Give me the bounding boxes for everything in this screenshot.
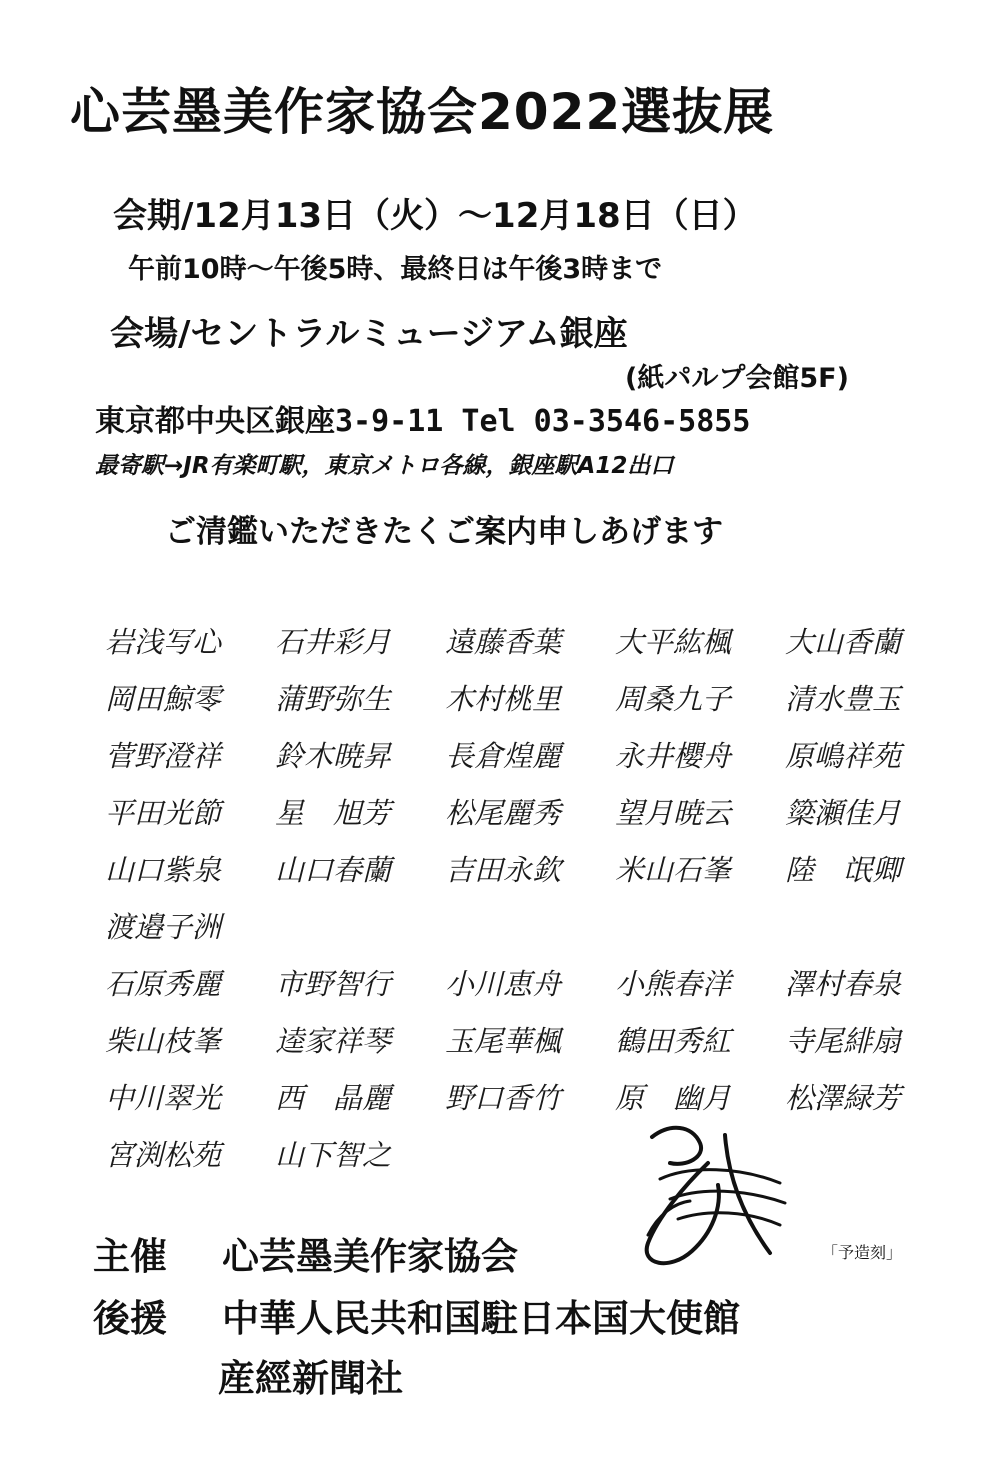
calligraphy-seal-icon xyxy=(630,1115,790,1275)
artist-name: 鶴田秀紅 xyxy=(615,1024,732,1058)
organizer-value: 心芸墨美作家協会 xyxy=(222,1235,518,1278)
artist-row xyxy=(105,1125,965,1182)
artist-name: 石原秀麗 xyxy=(105,967,222,1001)
artist-name: 山下智之 xyxy=(275,1138,392,1172)
artist-name: 渡邉子洲 xyxy=(105,910,222,944)
artist-name: 周桑九子 xyxy=(615,682,732,716)
invitation-text: ご清鑑いただきたくご案内申しあげます xyxy=(165,514,723,550)
artist-name: 松澤緑芳 xyxy=(785,1081,902,1115)
artist-name: 寺尾緋扇 xyxy=(785,1024,902,1058)
artist-name: 原嶋祥苑 xyxy=(785,739,902,773)
artist-name: 原 幽月 xyxy=(615,1081,732,1115)
artist-name: 石井彩月 xyxy=(275,625,392,659)
artist-name: 平田光節 xyxy=(105,796,222,830)
organizer-label: 主催 xyxy=(93,1235,167,1278)
artist-name: 永井櫻舟 xyxy=(615,739,732,773)
artist-row xyxy=(105,1068,965,1125)
exhibition-hours: 午前10時～午後5時、最終日は午後3時まで xyxy=(128,254,663,285)
artist-row xyxy=(105,726,965,783)
support-label: 後援 xyxy=(93,1297,167,1340)
artist-name: 澤村春泉 xyxy=(785,967,902,1001)
artist-name: 山口春蘭 xyxy=(275,853,392,887)
artist-name: 玉尾華楓 xyxy=(445,1024,562,1058)
artist-name: 大平紘楓 xyxy=(615,625,732,659)
artist-name: 小川恵舟 xyxy=(445,967,562,1001)
artist-name: 星 旭芳 xyxy=(275,796,392,830)
venue-name: 会場/セントラルミュージアム銀座 xyxy=(110,314,628,354)
artist-row xyxy=(105,669,965,726)
artist-name: 中川翠光 xyxy=(105,1081,222,1115)
artist-name: 長倉煌麗 xyxy=(445,739,562,773)
artist-name: 木村桃里 xyxy=(445,682,562,716)
support-value-embassy: 中華人民共和国駐日本国大使館 xyxy=(222,1297,740,1340)
artist-row xyxy=(105,783,965,840)
artist-name: 清水豊玉 xyxy=(785,682,902,716)
venue-address: 東京都中央区銀座3-9-11 Tel 03-3546-5855 xyxy=(95,404,751,439)
artist-name: 菅野澄祥 xyxy=(105,739,222,773)
artist-name: 岩浅写心 xyxy=(105,625,222,659)
artist-name: 野口香竹 xyxy=(445,1081,562,1115)
artist-name: 松尾麗秀 xyxy=(445,796,562,830)
artist-list xyxy=(105,612,965,1182)
artist-name: 小熊春洋 xyxy=(615,967,732,1001)
artist-name: 吉田永欽 xyxy=(445,853,562,887)
artist-name: 大山香蘭 xyxy=(785,625,902,659)
artist-row xyxy=(105,840,965,897)
artist-name: 山口紫泉 xyxy=(105,853,222,887)
artist-name: 宮渕松苑 xyxy=(105,1138,222,1172)
artist-row xyxy=(105,954,965,1011)
artist-name: 望月暁云 xyxy=(615,796,732,830)
artist-name: 蒲野弥生 xyxy=(275,682,392,716)
artist-name: 岡田鯨零 xyxy=(105,682,222,716)
support-value-newspaper: 産經新聞社 xyxy=(218,1357,403,1400)
venue-building: (紙パルプ会館5F) xyxy=(625,363,849,394)
venue-access: 最寄駅→JR有楽町駅，東京メトロ各線，銀座駅A12出口 xyxy=(95,453,674,479)
artist-name: 逵家祥琴 xyxy=(275,1024,392,1058)
artist-row xyxy=(105,612,965,669)
artist-name: 鈴木暁昇 xyxy=(275,739,392,773)
artist-name: 簗瀬佳月 xyxy=(785,796,902,830)
artist-row xyxy=(105,897,965,954)
seal-label: 「予造刻」 xyxy=(822,1243,903,1262)
artist-name: 陸 氓卿 xyxy=(785,853,902,887)
exhibition-dates: 会期/12月13日（火）～12月18日（日） xyxy=(113,196,757,236)
artist-row xyxy=(105,1011,965,1068)
exhibition-title: 心芸墨美作家協会2022選抜展 xyxy=(70,83,775,141)
artist-name: 市野智行 xyxy=(275,967,392,1001)
artist-name: 米山石峯 xyxy=(615,853,732,887)
artist-name: 柴山枝峯 xyxy=(105,1024,222,1058)
artist-name: 西 晶麗 xyxy=(275,1081,392,1115)
artist-name: 遠藤香葉 xyxy=(445,625,562,659)
